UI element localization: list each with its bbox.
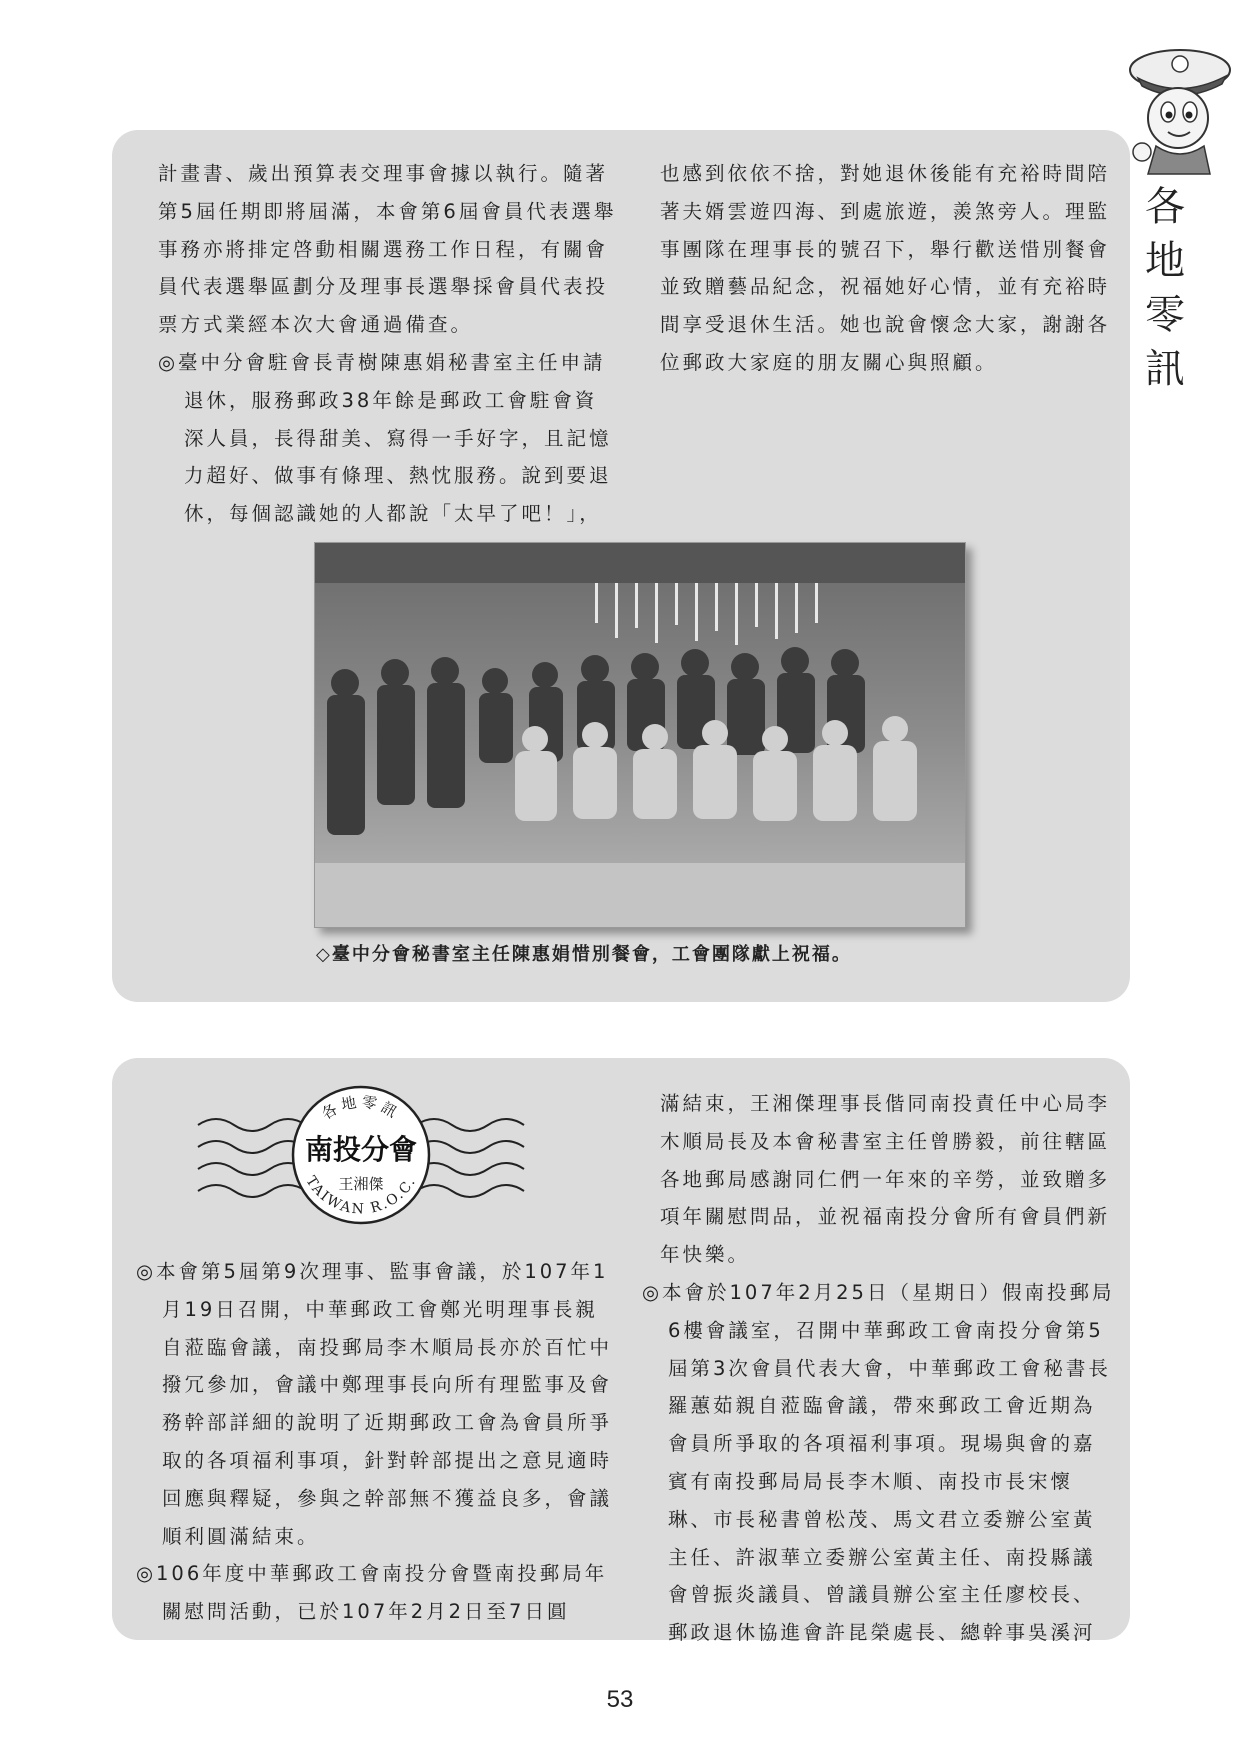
paragraph: ◎本會第5屆第9次理事、監事會議，於107年1月19日召開，中華郵政工會鄭光明理事長親自蒞臨會議，南投郵局李木順局長亦於百忙中撥冗參加，會議中鄭理事長向所有理監事及會務幹部詳細的說明了近期郵政工會為會員所爭取的各項福利事項，針對幹部提出之意見適時回應與釋疑，參與之幹部無不獲益良多，會議順利圓滿結束。 <box>136 1260 613 1548</box>
bottom-right-column <box>642 1085 1116 1652</box>
paragraph: 滿結束，王湘傑理事長偕同南投責任中心局李木順局長及本會秘書室主任曾勝毅，前往轄區各地郵局感謝同仁們一年來的辛勞，並致贈多項年關慰問品，並祝福南投分會所有會員們新年快樂。 <box>660 1092 1111 1267</box>
postmark-stamp <box>196 1075 526 1240</box>
bottom-left-column <box>136 1253 616 1631</box>
stamp-author: 王湘傑 <box>338 1175 384 1193</box>
stamp-title: 南投分會 <box>304 1133 418 1166</box>
paragraph: ◎本會於107年2月25日（星期日）假南投郵局6樓會議室，召開中華郵政工會南投分會第5屆第3次會員代表大會，中華郵政工會秘書長羅蕙茹親自蒞臨會議，帶來郵政工會近期為會員所爭取的各項福利事項。現場與會的嘉賓有南投郵局局長李木順、南投市長宋懷琳、市長秘書曾松茂、馬文君立委辦公室黃主任、許淑華立委辦公室黃主任、南投縣議會曾振炎議員、曾議員辦公室主任廖校長、郵政退休協進會許昆榮處長、總幹事吳溪河 <box>642 1280 1115 1645</box>
paragraph: 也感到依依不捨，對她退休後能有充裕時間陪著夫婿雲遊四海、到處旅遊，羨煞旁人。理監事團隊在理事長的號召下，舉行歡送惜別餐會並致贈藝品紀念，祝福她好心情，並有充裕時間享受退休生活。她也說會懷念大家，謝謝各位郵政大家庭的朋友關心與照顧。 <box>660 162 1111 374</box>
photo-caption: ◇臺中分會秘書室主任陳惠娟惜別餐會，工會團隊獻上祝福。 <box>316 944 852 965</box>
stamp-arc-bottom: TAIWAN R.O.C. <box>302 1173 420 1218</box>
group-photo-illustration <box>315 543 965 927</box>
top-left-column <box>158 155 618 533</box>
farewell-group-photo <box>314 542 966 928</box>
stamp-arc-top: 各地零訊 <box>318 1092 404 1124</box>
top-right-column <box>660 155 1116 382</box>
postman-mascot-illustration <box>1118 40 1236 180</box>
paragraph: 計畫書、歲出預算表交理事會據以執行。隨著第5屆任期即將屆滿，本會第6屆會員代表選舉事務亦將排定啓動相關選務工作日程，有關會員代表選舉區劃分及理事長選舉採會員代表投票方式業經本次大會通過備查。 <box>158 162 617 337</box>
section-title: 各 地 零 訊 <box>1145 184 1185 392</box>
paragraph: ◎106年度中華郵政工會南投分會暨南投郵局年關慰問活動，已於107年2月2日至7日圓 <box>136 1562 608 1624</box>
page-number: 53 <box>606 1686 634 1713</box>
paragraph: ◎臺中分會駐會長青樹陳惠娟秘書室主任申請退休，服務郵政38年餘是郵政工會駐會資深人員，長得甜美、寫得一手好字，且記憶力超好、做事有條理、熱忱服務。說到要退休，每個認識她的人都說「太早了吧！」， <box>158 350 612 526</box>
